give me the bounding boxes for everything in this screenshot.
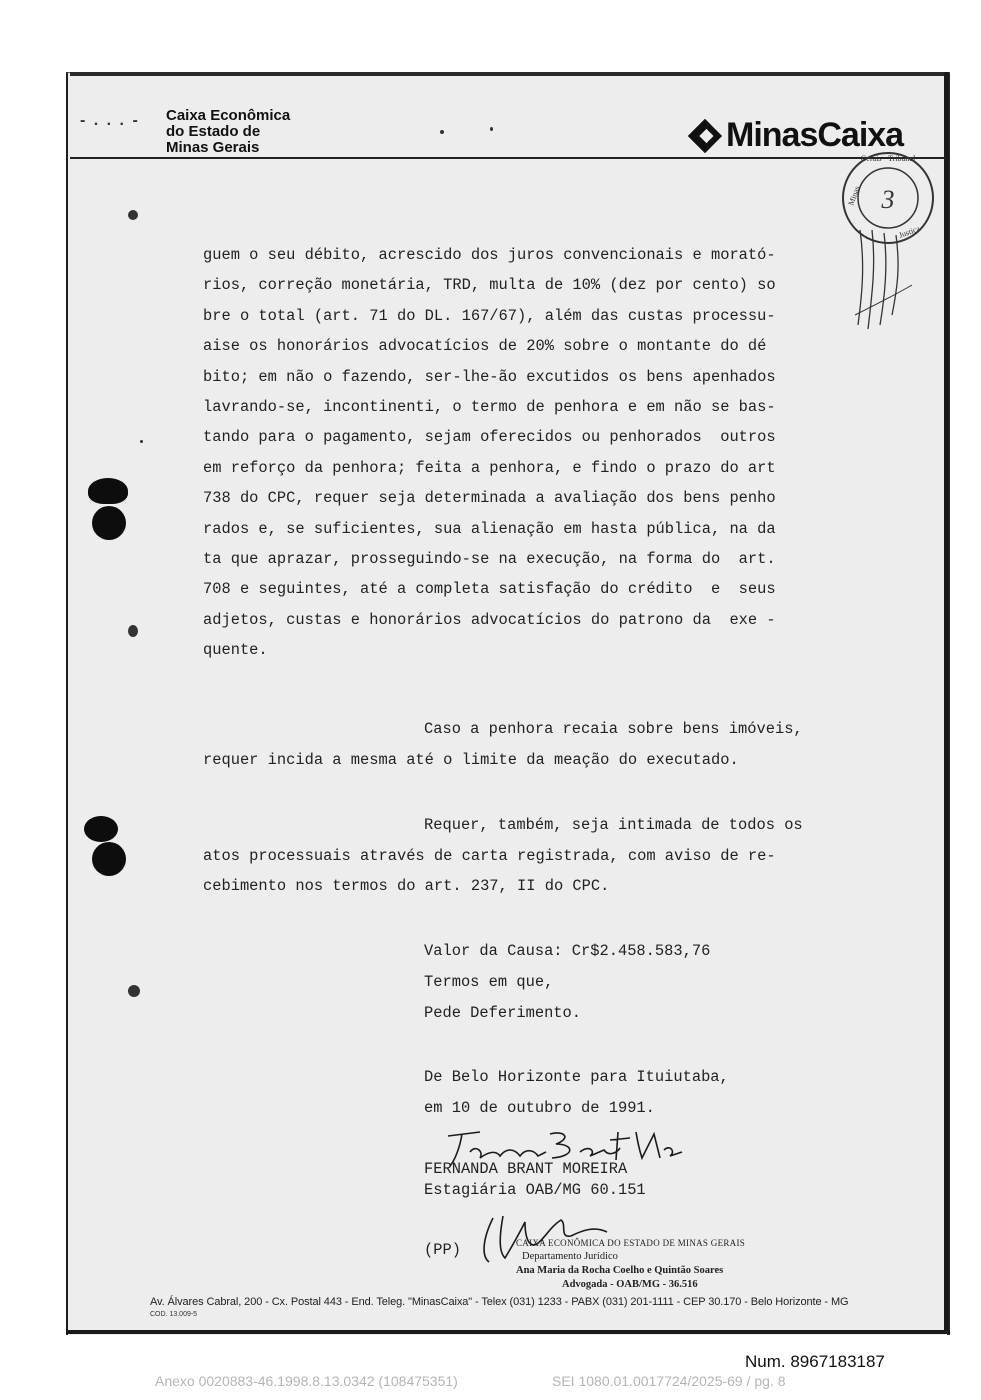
signatory-name: FERNANDA BRANT MOREIRA xyxy=(424,1160,628,1178)
form-code: COD. 13.009-5 xyxy=(150,1311,198,1318)
text-line: ta que aprazar, prosseguindo-se na execução, na forma do art. xyxy=(203,549,776,568)
text-line: Requer, também, seja intimada de todos os xyxy=(424,816,803,834)
text-line: Termos em que, xyxy=(424,973,554,991)
petition-body xyxy=(203,240,863,665)
punch-hole xyxy=(92,842,126,876)
text-line: tando para o pagamento, sejam oferecidos ou penhorados outros xyxy=(203,428,776,447)
organization-name xyxy=(166,108,290,156)
punch-hole xyxy=(92,506,126,540)
page-right-edge xyxy=(944,72,949,1334)
text-line: em reforço da penhora; feita a penhora, e findo o prazo do art xyxy=(203,458,776,477)
stamp-line: Advogada - OAB/MG - 36.516 xyxy=(562,1279,698,1290)
header-rule xyxy=(70,157,946,159)
text-line: Caso a penhora recaia sobre bens imóveis, xyxy=(424,720,803,738)
place-line: De Belo Horizonte para Ituiutaba, xyxy=(424,1068,729,1086)
text-line: aise os honorários advocatícios de 20% sobre o montante do dé xyxy=(203,337,767,356)
text-line: Pede Deferimento. xyxy=(424,1004,582,1022)
sei-reference: SEI 1080.01.0017724/2025-69 / pg. 8 xyxy=(552,1373,786,1389)
document-number: Num. 8967183187 xyxy=(745,1352,885,1371)
text-line: bre o total (art. 71 do DL. 167/67), além das custas processu- xyxy=(203,306,776,325)
letterhead-address: Av. Álvares Cabral, 200 - Cx. Postal 443 - End. Teleg. "MinasCaixa" - Telex (031) 1233 - PABX (031) 201-1111 - CEP 30.170 - Belo Horizonte - MG xyxy=(150,1296,849,1308)
svg-text:Justiça: Justiça xyxy=(897,223,922,240)
signatory-role: Estagiária OAB/MG 60.151 xyxy=(424,1181,646,1199)
org-line: Minas Gerais xyxy=(166,139,260,156)
text-line: rados e, se suficientes, sua alienação em hasta pública, na da xyxy=(203,519,776,538)
text-line: adjetos, custas e honorários advocatícios do patrono da exe - xyxy=(203,610,776,629)
text-line: 708 e seguintes, até a completa satisfação do crédito e seus xyxy=(203,580,776,599)
legal-department-stamp xyxy=(516,1236,816,1292)
org-line: Caixa Econômica xyxy=(166,107,291,124)
scan-speck xyxy=(128,985,140,997)
minascaixa-logo-icon xyxy=(686,117,724,155)
text-line: requer incida a mesma até o limite da meação do executado. xyxy=(203,751,739,769)
svg-text:Gerais · Tribunal: Gerais · Tribunal xyxy=(860,154,916,163)
text-line: cebimento nos termos do art. 237, II do CPC. xyxy=(203,877,610,895)
text-line: guem o seu débito, acrescido dos juros convencionais e morató- xyxy=(203,246,776,264)
scan-speck xyxy=(128,210,138,220)
org-line: do Estado de xyxy=(166,123,261,140)
text-line: quente. xyxy=(203,641,268,660)
text-line: rios, correção monetária, TRD, multa de 10% (dez por cento) so xyxy=(203,276,776,295)
seal-number: 3 xyxy=(881,185,895,214)
text-line: atos processuais através de carta registrada, com aviso de re- xyxy=(203,847,776,865)
date-line: em 10 de outubro de 1991. xyxy=(424,1099,655,1117)
punch-hole xyxy=(84,816,118,842)
cause-value: Valor da Causa: Cr$2.458.583,76 xyxy=(424,942,711,960)
brand-name: MinasCaixa xyxy=(726,116,904,154)
stamp-line: CAIXA ECONÔMICA DO ESTADO DE MINAS GERAIS xyxy=(516,1238,746,1248)
stamp-line: Departamento Jurídico xyxy=(522,1251,618,1262)
scan-speck xyxy=(128,625,138,637)
stamp-line: Ana Maria da Rocha Coelho e Quintão Soares xyxy=(516,1265,724,1276)
pp-prefix: (PP) xyxy=(424,1241,461,1259)
text-line: lavrando-se, incontinenti, o termo de penhora e em não se bas- xyxy=(203,397,776,416)
text-line: 738 do CPC, requer seja determinada a avaliação dos bens penho xyxy=(203,489,776,508)
page-top-edge xyxy=(70,72,946,76)
punch-hole xyxy=(88,478,128,504)
annex-reference: Anexo 0020883-46.1998.8.13.0342 (108475351) xyxy=(155,1373,458,1389)
scan-speck xyxy=(140,440,143,443)
scan-speck xyxy=(440,130,444,134)
page-bottom-edge xyxy=(66,1330,950,1334)
header-marks: - . . . - xyxy=(80,112,140,129)
scan-speck xyxy=(490,127,493,131)
text-line: bito; em não o fazendo, ser-lhe-ão excutidos os bens apenhados xyxy=(203,367,776,386)
svg-text:Minas: Minas xyxy=(846,184,862,207)
